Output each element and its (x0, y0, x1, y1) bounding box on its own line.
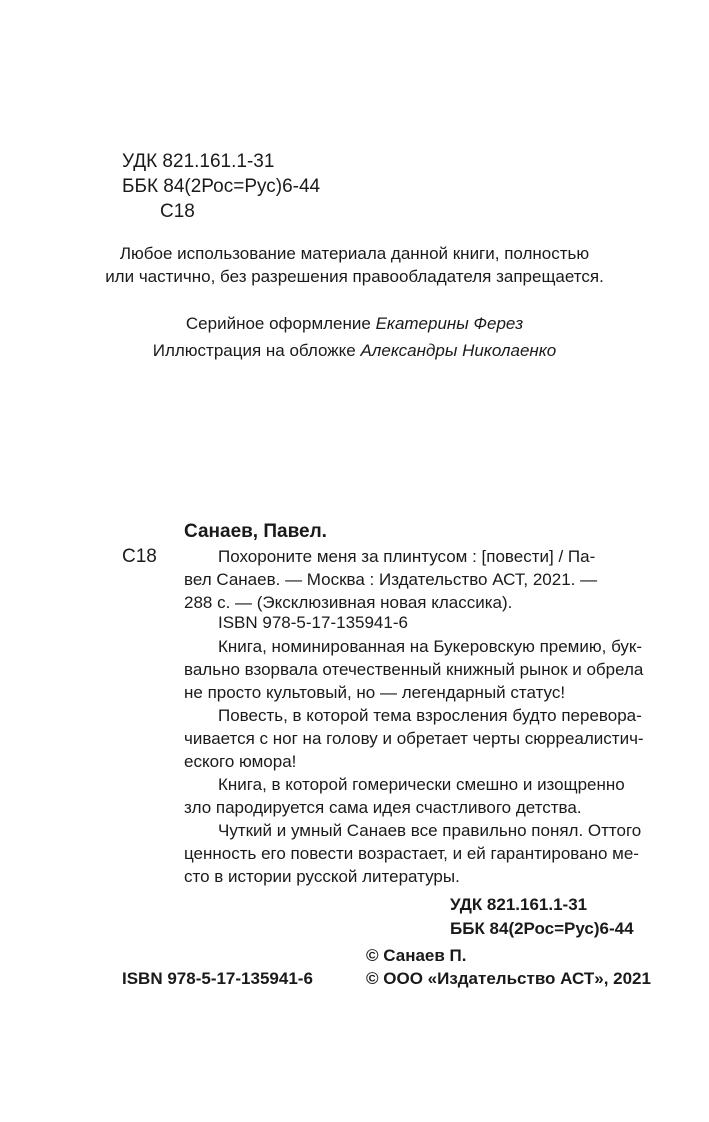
catalog-code: С18 (122, 546, 157, 567)
annotation-p4-line1: Чуткий и умный Санаев все правильно понял. Оттого (218, 821, 642, 840)
author-code: С18 (160, 201, 195, 222)
catalog-author-heading: Санаев, Павел. (184, 521, 327, 542)
imprint-isbn: ISBN 978-5-17-135941-6 (122, 969, 313, 988)
annotation-p2-line1: Повесть, в которой тема взросления будто перевора- (218, 706, 642, 725)
cover-illustrator-name: Александры Николаенко (360, 341, 557, 360)
annotation-p3-line2: зло пародируется сама идея счастливого детства. (184, 798, 582, 817)
catalog-description-line3: 288 с. — (Эксклюзивная новая классика). (184, 593, 513, 612)
annotation-p2-line2: чивается с ног на голову и обретает черты сюрреалистич- (184, 729, 644, 748)
annotation-p1-line1: Книга, номинированная на Букеровскую премию, бук- (218, 637, 643, 656)
annotation-p4-line2: ценность его повести возрастает, и ей гарантировано ме- (184, 844, 639, 863)
cover-illustration-prefix: Иллюстрация на обложке (152, 341, 361, 360)
series-designer-name: Екатерины Ферез (375, 314, 524, 333)
copyright-notice-line2: или частично, без разрешения правообладателя запрещается. (105, 267, 604, 286)
catalog-description-line1: Похороните меня за плинтусом : [повести] / Па- (218, 547, 596, 566)
annotation-p4-line3: сто в истории русской литературы. (184, 867, 460, 886)
catalog-isbn: ISBN 978-5-17-135941-6 (218, 613, 408, 632)
footer-udk-code: УДК 821.161.1-31 (450, 895, 588, 914)
copyright-author: © Санаев П. (366, 946, 467, 965)
series-design-prefix: Серийное оформление (185, 314, 376, 333)
udk-code: УДК 821.161.1-31 (122, 151, 275, 172)
annotation-p1-line3: не просто культовый, но — легендарный статус! (184, 683, 566, 702)
series-design-credit (80, 313, 629, 335)
copyright-notice-line1: Любое использование материала данной книги, полностью (119, 244, 590, 263)
cover-illustration-credit (80, 340, 629, 362)
footer-bbk-code: ББК 84(2Рос=Рус)6-44 (450, 919, 634, 938)
annotation-p3-line1: Книга, в которой гомерически смешно и изощренно (218, 775, 625, 794)
catalog-description-line2: вел Санаев. — Москва : Издательство АСТ, 2021. — (184, 570, 598, 589)
annotation-p1-line2: вально взорвала отечественный книжный рынок и обрела (184, 660, 644, 679)
copyright-publisher: © ООО «Издательство АСТ», 2021 (366, 969, 651, 988)
annotation-p2-line3: еского юмора! (184, 752, 297, 771)
bbk-code: ББК 84(2Рос=Рус)6-44 (122, 176, 321, 197)
